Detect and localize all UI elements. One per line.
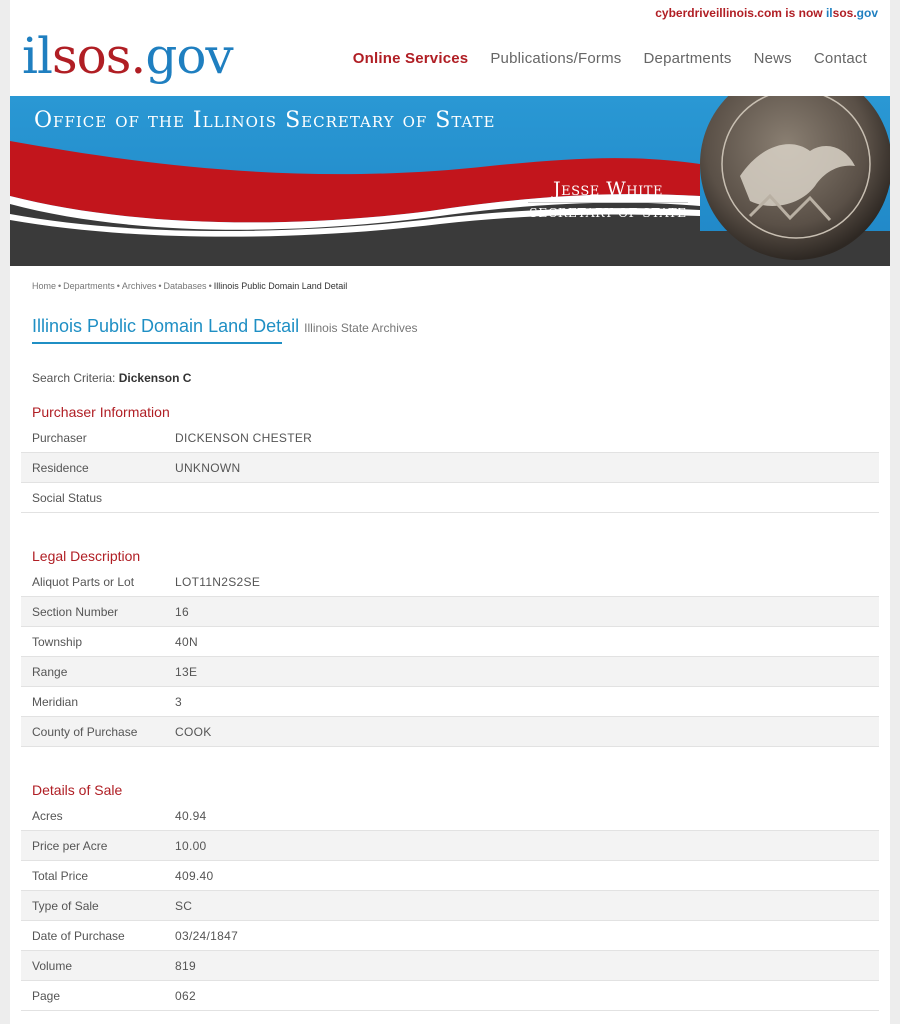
domain-change-notice[interactable] bbox=[655, 6, 878, 20]
section-purchaser-information bbox=[21, 401, 879, 513]
table-row bbox=[21, 657, 879, 687]
breadcrumb: Home • Departments • Archives • Databases • Illinois Public Domain Land Detail bbox=[32, 281, 348, 291]
table-row bbox=[21, 801, 879, 831]
row-label: Social Status bbox=[32, 491, 103, 505]
row-label: Purchaser bbox=[32, 431, 87, 445]
row-value: 819 bbox=[175, 959, 196, 973]
criteria-label: Search Criteria: bbox=[32, 371, 116, 385]
section-heading: Purchaser Information bbox=[32, 404, 170, 420]
row-value: 062 bbox=[175, 989, 196, 1003]
section-legal-description bbox=[21, 545, 879, 747]
row-value: 3 bbox=[175, 695, 182, 709]
table-row bbox=[21, 423, 879, 453]
nav-contact[interactable]: Contact bbox=[813, 50, 867, 67]
table-row bbox=[21, 921, 879, 951]
nav-departments[interactable]: Departments bbox=[643, 50, 732, 67]
logo-sos: sos. bbox=[51, 27, 146, 85]
page bbox=[10, 0, 890, 1024]
notice-gov: gov bbox=[856, 6, 878, 20]
notice-sos: sos. bbox=[832, 6, 857, 20]
row-label: Residence bbox=[32, 461, 89, 475]
ilsos-logo[interactable] bbox=[22, 26, 233, 86]
row-label: Range bbox=[32, 665, 68, 679]
row-value: COOK bbox=[175, 725, 212, 739]
table-row bbox=[21, 831, 879, 861]
section-details-of-sale bbox=[21, 779, 879, 1011]
row-label: Section Number bbox=[32, 605, 119, 619]
row-label: Price per Acre bbox=[32, 839, 108, 853]
criteria-value: Dickenson C bbox=[118, 371, 192, 385]
table-row bbox=[21, 717, 879, 747]
banner-title: Office of the Illinois Secretary of State bbox=[34, 108, 496, 133]
row-value: 13E bbox=[175, 665, 198, 679]
page-title-text: Illinois Public Domain Land Detail bbox=[32, 316, 300, 336]
table-row bbox=[21, 981, 879, 1011]
row-label: Township bbox=[32, 635, 83, 649]
page-title bbox=[32, 316, 418, 337]
section-heading: Legal Description bbox=[32, 548, 141, 564]
notice-il: il bbox=[825, 6, 833, 20]
row-label: County of Purchase bbox=[32, 725, 138, 739]
row-label: Acres bbox=[32, 809, 63, 823]
row-label: Total Price bbox=[32, 869, 89, 883]
secretary-name-block bbox=[528, 178, 688, 220]
table-row bbox=[21, 861, 879, 891]
logo-il: il bbox=[22, 27, 52, 85]
header-banner bbox=[10, 96, 890, 266]
search-criteria bbox=[32, 371, 191, 385]
title-underline bbox=[32, 342, 282, 344]
table-row bbox=[21, 597, 879, 627]
row-label: Meridian bbox=[32, 695, 79, 709]
row-value: 03/24/1847 bbox=[175, 929, 239, 943]
nav-online-services[interactable]: Online Services bbox=[352, 50, 469, 67]
row-label: Date of Purchase bbox=[32, 929, 125, 943]
section-heading: Details of Sale bbox=[32, 782, 123, 798]
breadcrumb-current: Illinois Public Domain Land Detail bbox=[213, 281, 348, 291]
page-subtitle: Illinois State Archives bbox=[304, 321, 418, 335]
row-value: 409.40 bbox=[175, 869, 214, 883]
row-label: Page bbox=[32, 989, 61, 1003]
secretary-name: Jesse White bbox=[553, 178, 663, 200]
logo-gov: gov bbox=[145, 27, 233, 85]
table-row bbox=[21, 687, 879, 717]
row-value bbox=[175, 483, 879, 512]
row-value: UNKNOWN bbox=[175, 461, 241, 475]
table-row bbox=[21, 567, 879, 597]
nav-publications-forms[interactable]: Publications/Forms bbox=[490, 50, 622, 67]
table-row bbox=[21, 627, 879, 657]
notice-prefix: cyberdriveillinois.com is now bbox=[655, 6, 826, 20]
row-label: Aliquot Parts or Lot bbox=[32, 575, 135, 589]
row-label: Type of Sale bbox=[32, 899, 99, 913]
table-row bbox=[21, 891, 879, 921]
breadcrumb-archives[interactable]: Archives bbox=[121, 281, 157, 291]
row-value: DICKENSON CHESTER bbox=[175, 431, 313, 445]
row-value: 16 bbox=[175, 605, 189, 619]
table-row bbox=[21, 483, 879, 513]
row-value: 40N bbox=[175, 635, 198, 649]
breadcrumb-home[interactable]: Home bbox=[32, 281, 57, 291]
nav-news[interactable]: News bbox=[753, 50, 792, 67]
row-value: 40.94 bbox=[175, 809, 207, 823]
row-value: 10.00 bbox=[175, 839, 207, 853]
secretary-role: SECRETARY OF STATE bbox=[528, 202, 688, 220]
main-nav bbox=[342, 50, 878, 67]
table-row bbox=[21, 453, 879, 483]
breadcrumb-departments[interactable]: Departments bbox=[63, 281, 115, 291]
row-label: Volume bbox=[32, 959, 73, 973]
row-value: SC bbox=[175, 899, 193, 913]
table-row bbox=[21, 951, 879, 981]
row-value: LOT11N2S2SE bbox=[175, 575, 261, 589]
breadcrumb-databases[interactable]: Databases bbox=[163, 281, 207, 291]
